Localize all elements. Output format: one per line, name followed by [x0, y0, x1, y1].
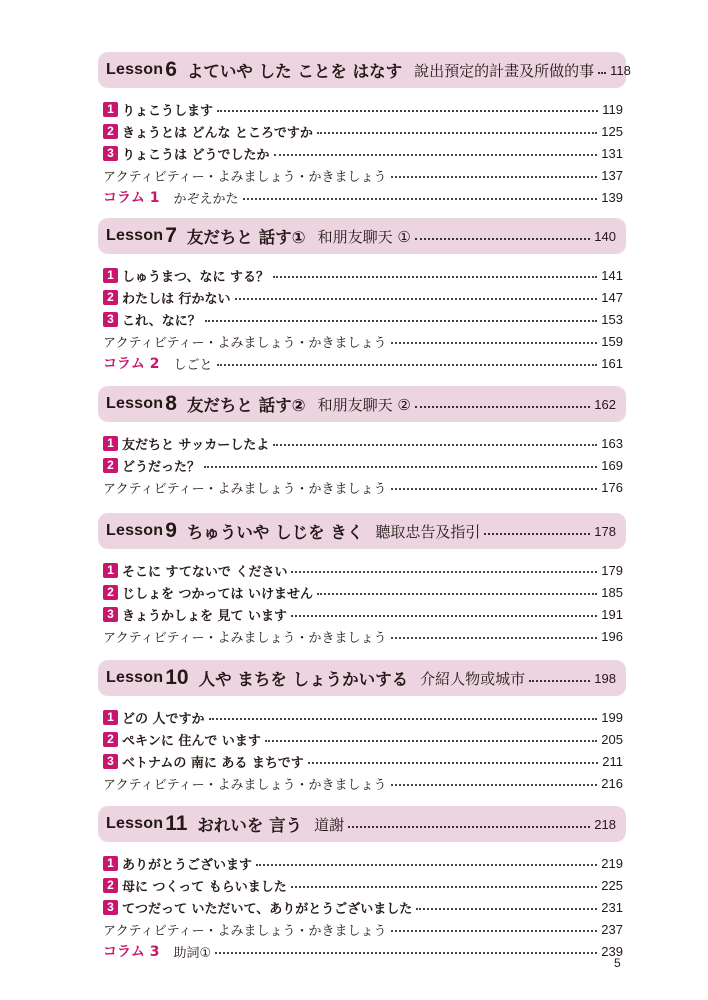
section-number-badge: 3: [103, 146, 118, 161]
section-number-badge: 1: [103, 436, 118, 451]
entry-title: かぞえかた: [173, 191, 239, 207]
toc-entry[interactable]: [103, 434, 623, 452]
entry-page: 159: [601, 333, 623, 349]
lesson-subtitle: 道謝: [314, 815, 345, 834]
lesson-word: Lesson: [106, 61, 164, 78]
dot-leader: [484, 533, 590, 535]
toc-entry[interactable]: [103, 854, 623, 872]
lesson-subtitle: 和朋友聊天 ①: [317, 227, 411, 246]
section-number-badge: 3: [103, 607, 118, 622]
section-number-badge: 2: [103, 585, 118, 600]
entry-title: ありがとうございます: [122, 857, 253, 873]
entry-title: ベトナムの 南に ある まちです: [122, 755, 304, 771]
entry-page: 239: [601, 943, 623, 959]
toc-entry[interactable]: [103, 456, 623, 474]
lesson-number: 6: [165, 58, 177, 81]
section-number-badge: 1: [103, 268, 118, 283]
toc-entry[interactable]: [103, 561, 623, 579]
entry-title: アクティビティー・よみましょう・かきましょう: [103, 923, 387, 939]
entry-page: 211: [602, 753, 623, 769]
entry-title: アクティビティー・よみましょう・かきましょう: [103, 335, 387, 351]
dot-leader: [215, 952, 597, 954]
toc-entry[interactable]: [103, 942, 623, 960]
section-number-badge: 1: [103, 102, 118, 117]
entry-page: 169: [601, 457, 623, 473]
dot-leader: [529, 680, 590, 682]
dot-leader: [205, 320, 598, 322]
entry-title: どの 人ですか: [122, 711, 205, 727]
dot-leader: [415, 406, 590, 408]
entry-page: 219: [601, 855, 623, 871]
entry-title: 助詞①: [173, 945, 212, 961]
entry-page: 199: [601, 709, 623, 725]
toc-entry[interactable]: [103, 122, 623, 140]
lesson-page: 162: [594, 396, 616, 412]
entry-page: 141: [601, 267, 623, 283]
entry-page: 161: [601, 355, 623, 371]
lesson-word: Lesson: [106, 522, 164, 539]
lesson-page: 218: [594, 816, 616, 832]
column-label: コラム 2: [103, 356, 160, 372]
entry-title: これ、なに？: [122, 313, 201, 329]
dot-leader: [391, 930, 598, 932]
section-number-badge: 1: [103, 710, 118, 725]
lesson-header[interactable]: [98, 218, 626, 254]
entry-title: 母に つくって もらいました: [122, 879, 287, 895]
toc-entry[interactable]: [103, 876, 623, 894]
entry-page: 153: [601, 311, 623, 327]
toc-entry[interactable]: [103, 730, 623, 748]
entry-page: 131: [601, 145, 623, 161]
dot-leader: [291, 886, 598, 888]
dot-leader: [391, 488, 598, 490]
entry-page: 225: [601, 877, 623, 893]
lesson-word: Lesson: [106, 395, 164, 412]
lesson-subtitle: 和朋友聊天 ②: [317, 395, 411, 414]
entry-title: どうだった？: [122, 459, 201, 475]
toc-entry[interactable]: [103, 100, 623, 118]
dot-leader: [391, 342, 598, 344]
dot-leader: [416, 908, 597, 910]
entry-title: りょこうします: [122, 103, 214, 119]
entry-page: 125: [601, 123, 623, 139]
entry-title: てつだって いただいて、ありがとうございました: [122, 901, 413, 917]
dot-leader: [415, 238, 590, 240]
toc-entry[interactable]: [103, 332, 623, 350]
lesson-number: 9: [165, 519, 177, 542]
dot-leader: [265, 740, 597, 742]
lesson-header[interactable]: [98, 386, 626, 422]
dot-leader: [317, 132, 597, 134]
entry-title: わたしは 行かない: [122, 291, 231, 307]
entry-page: 237: [601, 921, 623, 937]
lesson-page: 198: [594, 670, 616, 686]
entry-page: 139: [601, 189, 623, 205]
lesson-subtitle: 說出預定的計畫及所做的事: [414, 61, 595, 80]
entry-page: 119: [602, 101, 623, 117]
section-number-badge: 2: [103, 878, 118, 893]
entry-page: 185: [601, 584, 623, 600]
entry-title: ペキンに 住んで います: [122, 733, 261, 749]
dot-leader: [217, 110, 598, 112]
lesson-title: おれいを 言う: [197, 816, 303, 835]
dot-leader: [291, 615, 597, 617]
lesson-word: Lesson: [106, 815, 164, 832]
toc-entry[interactable]: [103, 354, 623, 372]
lesson-subtitle: 聽取忠告及指引: [375, 522, 481, 541]
dot-leader: [308, 762, 598, 764]
toc-entry[interactable]: [103, 774, 623, 792]
dot-leader: [598, 72, 606, 74]
column-label: コラム 3: [103, 944, 160, 960]
dot-leader: [256, 864, 597, 866]
toc-entry[interactable]: [103, 266, 623, 284]
dot-leader: [391, 176, 598, 178]
section-number-badge: 2: [103, 290, 118, 305]
toc-entry[interactable]: [103, 144, 623, 162]
entry-title: そこに すてないで ください: [122, 564, 288, 580]
entry-title: じしょを つかっては いけません: [122, 586, 314, 602]
lesson-title: 人や まちを しょうかいする: [198, 670, 409, 689]
entry-page: 216: [601, 775, 623, 791]
entry-page: 205: [601, 731, 623, 747]
dot-leader: [274, 154, 598, 156]
entry-title: しゅうまつ、なに する？: [122, 269, 270, 285]
section-number-badge: 1: [103, 856, 118, 871]
toc-entry[interactable]: [103, 583, 623, 601]
lesson-page: 178: [594, 523, 616, 539]
lesson-number: 10: [165, 666, 189, 689]
toc-entry[interactable]: [103, 920, 623, 938]
column-label: コラム 1: [103, 190, 160, 206]
dot-leader: [235, 298, 598, 300]
dot-leader: [204, 466, 597, 468]
lesson-number: 8: [165, 392, 177, 415]
entry-title: アクティビティー・よみましょう・かきましょう: [103, 169, 387, 185]
dot-leader: [317, 593, 597, 595]
entry-page: 137: [601, 167, 623, 183]
page-number: 5: [614, 956, 621, 970]
section-number-badge: 2: [103, 458, 118, 473]
toc-entry[interactable]: [103, 708, 623, 726]
section-number-badge: 1: [103, 563, 118, 578]
entry-page: 179: [601, 562, 623, 578]
lesson-word: Lesson: [106, 227, 164, 244]
entry-title: りょこうは どうでしたか: [122, 147, 270, 163]
lesson-subtitle: 介紹人物或城市: [420, 669, 526, 688]
toc-entry[interactable]: [103, 288, 623, 306]
entry-title: アクティビティー・よみましょう・かきましょう: [103, 481, 387, 497]
dot-leader: [348, 826, 590, 828]
entry-title: 友だちと サッカーしたよ: [122, 437, 270, 453]
lesson-number: 11: [165, 812, 188, 835]
entry-page: 163: [601, 435, 623, 451]
section-number-badge: 2: [103, 124, 118, 139]
entry-page: 176: [601, 479, 623, 495]
lesson-title: ちゅういや しじを きく: [186, 523, 364, 542]
lesson-header[interactable]: [98, 660, 626, 696]
entry-title: アクティビティー・よみましょう・かきましょう: [103, 777, 387, 793]
lesson-title: よていや した ことを はなす: [186, 62, 403, 81]
lesson-page: 118: [610, 62, 631, 78]
dot-leader: [391, 637, 598, 639]
lesson-word: Lesson: [106, 669, 164, 686]
dot-leader: [291, 571, 597, 573]
entry-title: しごと: [173, 357, 213, 373]
dot-leader: [273, 444, 597, 446]
lesson-header[interactable]: [98, 513, 626, 549]
toc-entry[interactable]: [103, 627, 623, 645]
toc-entry[interactable]: [103, 898, 623, 916]
section-number-badge: 2: [103, 732, 118, 747]
lesson-title: 友だちと 話す②: [186, 396, 306, 415]
entry-title: きょうかしょを 見て います: [122, 608, 288, 624]
lesson-header[interactable]: [98, 52, 631, 88]
entry-title: きょうとは どんな ところですか: [122, 125, 313, 141]
toc-entry[interactable]: [103, 478, 623, 496]
dot-leader: [391, 784, 598, 786]
toc-entry[interactable]: [103, 752, 623, 770]
lesson-page: 140: [594, 228, 616, 244]
entry-page: 147: [601, 289, 623, 305]
entry-page: 191: [601, 606, 623, 622]
toc-entry[interactable]: [103, 310, 623, 328]
toc-entry[interactable]: [103, 605, 623, 623]
section-number-badge: 3: [103, 754, 118, 769]
lesson-title: 友だちと 話す①: [186, 228, 306, 247]
lesson-number: 7: [165, 224, 177, 247]
entry-title: アクティビティー・よみましょう・かきましょう: [103, 630, 387, 646]
section-number-badge: 3: [103, 312, 118, 327]
lesson-header[interactable]: [98, 806, 626, 842]
dot-leader: [273, 276, 597, 278]
dot-leader: [217, 364, 598, 366]
toc-entry[interactable]: [103, 166, 623, 184]
toc-entry[interactable]: [103, 188, 623, 206]
dot-leader: [243, 198, 598, 200]
dot-leader: [209, 718, 598, 720]
entry-page: 231: [601, 899, 623, 915]
section-number-badge: 3: [103, 900, 118, 915]
entry-page: 196: [601, 628, 623, 644]
